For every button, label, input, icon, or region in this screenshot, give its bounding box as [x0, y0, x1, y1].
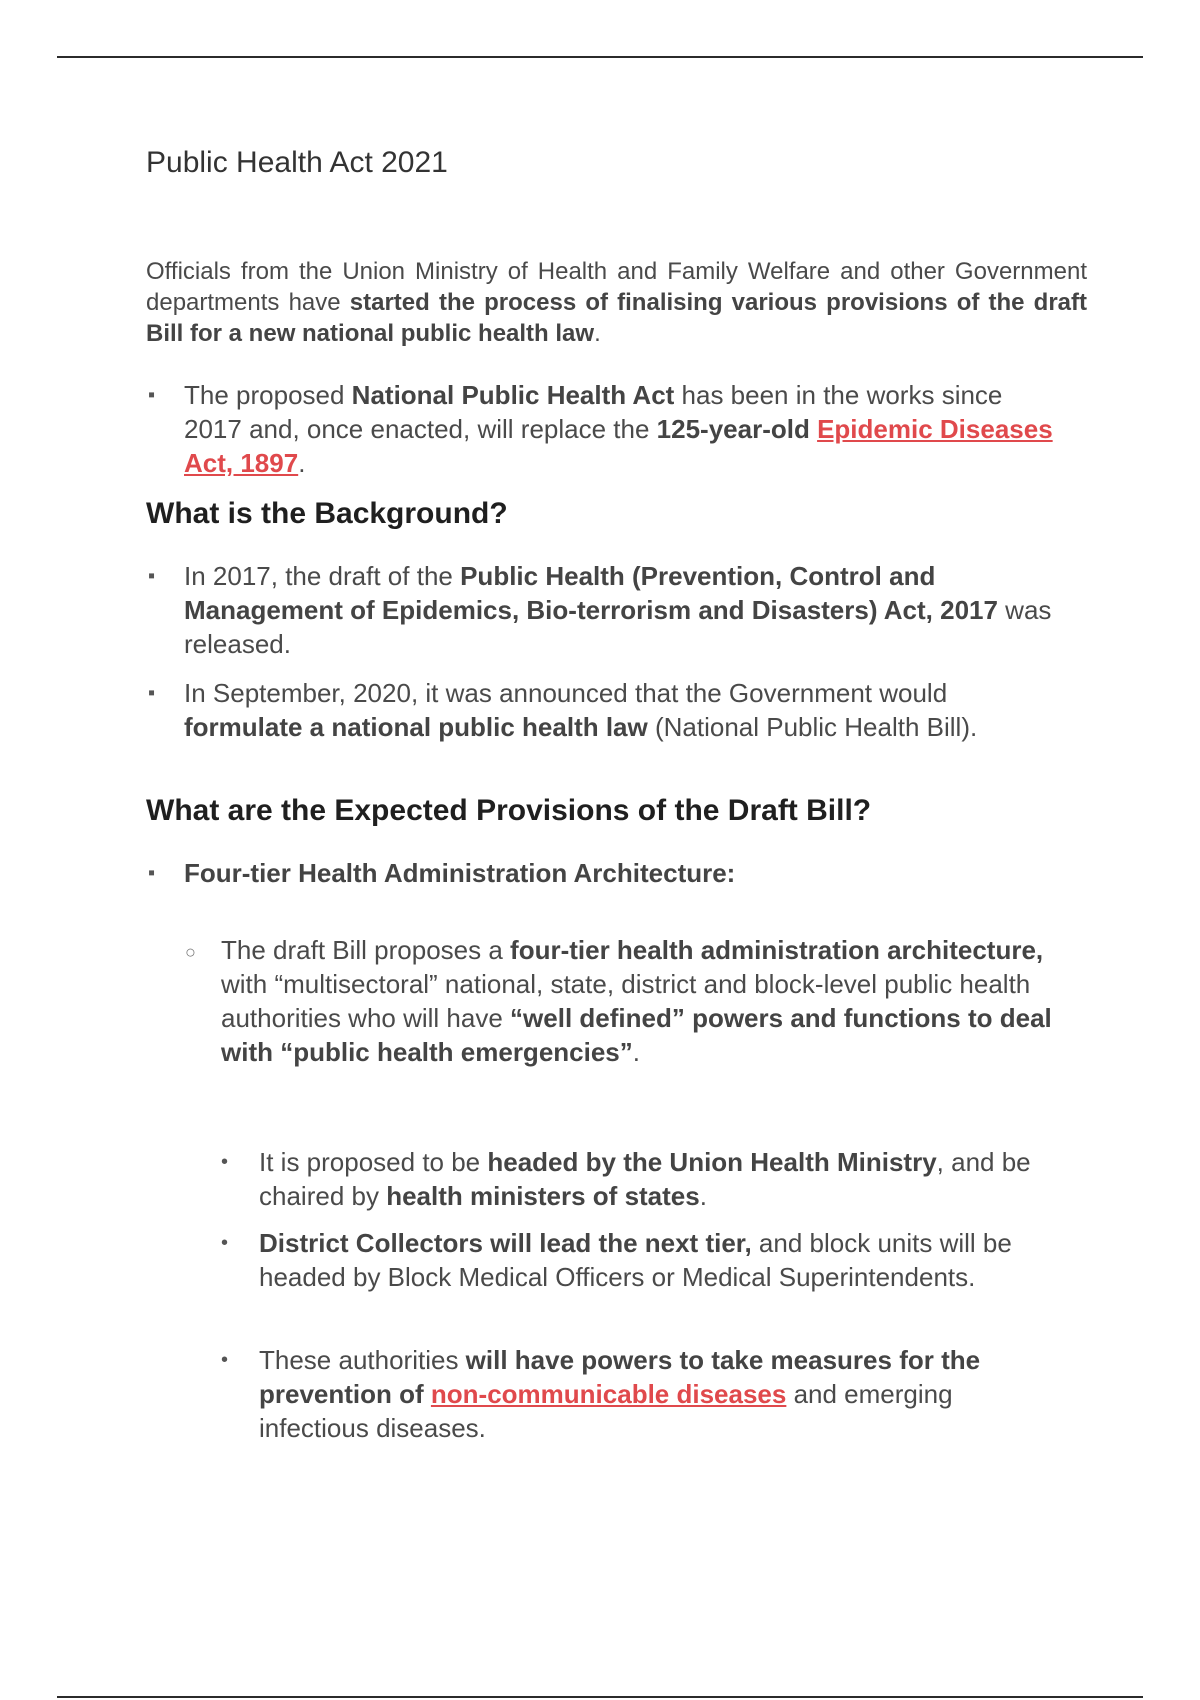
text: , and be chaired by — [259, 1147, 1031, 1211]
text: . — [632, 1037, 640, 1067]
intro-paragraph — [146, 256, 1087, 349]
intro-bold: started the process of finalising various provisions of the draft Bill for a new national public health law — [146, 289, 1088, 347]
dot-bullet-icon: • — [221, 1349, 229, 1371]
text: The draft Bill proposes a — [221, 935, 511, 965]
bold-text: 125-year-old — [656, 414, 818, 444]
bold-text: National Public Health Act — [351, 380, 675, 410]
text: These authorities — [259, 1345, 466, 1375]
heading-background: What is the Background? — [146, 497, 508, 530]
text: . — [699, 1181, 707, 1211]
dot-bullet-icon: • — [221, 1151, 229, 1173]
sub-sub-item-authorities-powers — [221, 1343, 1069, 1445]
list-item-proposed-act — [148, 378, 1064, 480]
text: It is proposed to be — [259, 1147, 488, 1177]
bold-text: four-tier health administration architecture, — [510, 935, 1044, 965]
text: and emerging infectious diseases. — [259, 1379, 953, 1443]
text: In 2017, the draft of the — [184, 561, 461, 591]
bold-text: health ministers of states — [386, 1181, 700, 1211]
sub-sub-item-district-collectors — [221, 1226, 1069, 1294]
top-divider — [57, 56, 1143, 58]
text: (National Public Health Bill). — [647, 712, 978, 742]
bold-text: “well defined” powers and functions to deal with “public health emergencies” — [221, 1003, 1052, 1067]
bold-text: formulate a national public health law — [184, 712, 648, 742]
text: . — [298, 448, 306, 478]
intro-end: . — [594, 320, 601, 347]
bold-text: Public Health (Prevention, Control and Management of Epidemics, Bio-terrorism and Disasters) Act, 2017 — [184, 561, 998, 625]
text: The proposed — [184, 380, 352, 410]
circle-bullet-icon: ○ — [185, 942, 196, 962]
text: with “multisectoral” national, state, district and block-level public health authorities who will have — [221, 969, 1031, 1033]
square-bullet-icon: ▪ — [148, 682, 156, 704]
non-communicable-diseases-link[interactable]: non-communicable diseases — [430, 1379, 787, 1409]
dot-bullet-icon: • — [221, 1232, 229, 1254]
square-bullet-icon: ▪ — [148, 862, 156, 884]
heading-expected-provisions: What are the Expected Provisions of the Draft Bill? — [146, 794, 872, 827]
sub-sub-item-union-ministry — [221, 1145, 1069, 1213]
document-title: Public Health Act 2021 — [146, 146, 448, 179]
intro-text: Officials from the Union Ministry of Health and Family Welfare and other Government departments have — [146, 258, 1087, 316]
square-bullet-icon: ▪ — [148, 565, 156, 587]
sub-item-draft-bill — [185, 933, 1071, 1069]
text: and block units will be headed by Block Medical Officers or Medical Superintendents. — [259, 1228, 1012, 1292]
list-item-2020-announcement — [148, 676, 1064, 744]
text: In September, 2020, it was announced that the Government would — [184, 678, 948, 708]
square-bullet-icon: ▪ — [148, 384, 156, 406]
text: was released. — [184, 595, 1052, 659]
list-item-four-tier — [148, 856, 1064, 890]
epidemic-diseases-act-link[interactable]: Epidemic Diseases Act, 1897 — [184, 414, 1053, 478]
bold-text: District Collectors will lead the next tier, — [259, 1228, 752, 1258]
text: has been in the works since 2017 and, once enacted, will replace the — [184, 380, 1003, 444]
bold-text: will have powers to take measures for the prevention of — [259, 1345, 981, 1409]
bold-text: headed by the Union Health Ministry — [487, 1147, 937, 1177]
list-item-2017-draft — [148, 559, 1064, 661]
bottom-divider — [57, 1696, 1143, 1698]
bold-text: Four-tier Health Administration Architecture: — [184, 858, 736, 888]
